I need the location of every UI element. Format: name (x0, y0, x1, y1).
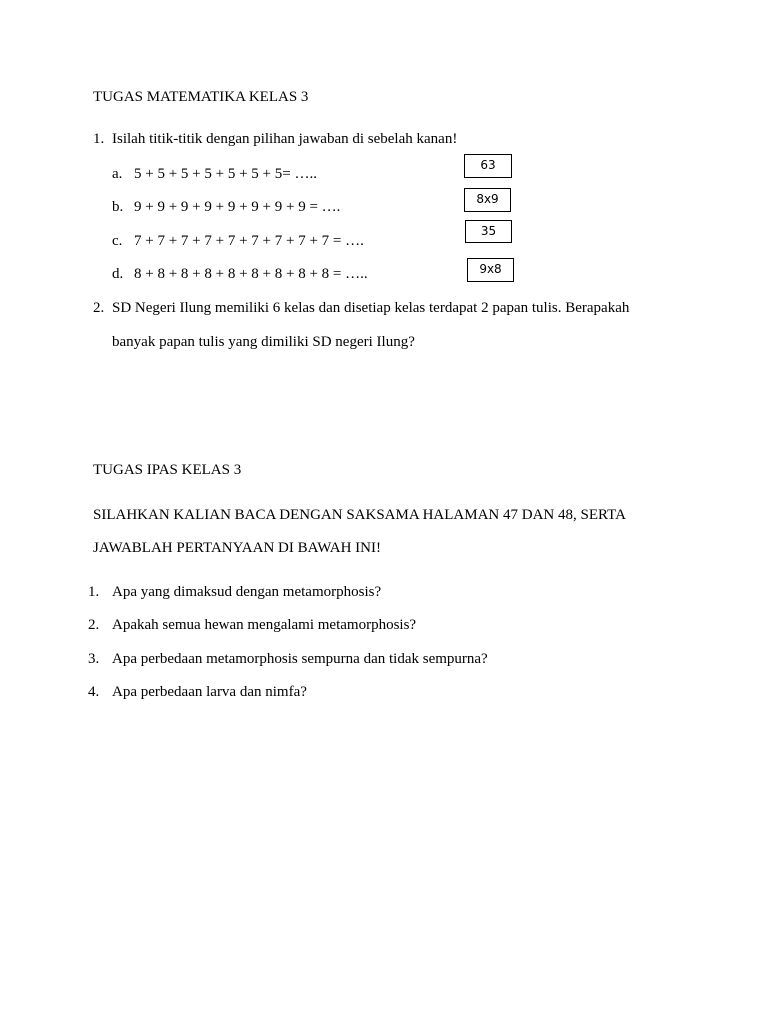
q1-item-c-expr: 7 + 7 + 7 + 7 + 7 + 7 + 7 + 7 + 7 = …. (134, 233, 364, 249)
ipas-instruction-line2: JAWABLAH PERTANYAAN DI BAWAH INI! (93, 540, 381, 556)
q1-item-c-letter: c. (112, 233, 123, 249)
q1-text: Isilah titik-titik dengan pilihan jawaban di sebelah kanan! (112, 131, 458, 147)
q2-text-line1: SD Negeri Ilung memiliki 6 kelas dan disetiap kelas terdapat 2 papan tulis. Berapakah (112, 300, 630, 316)
q1-item-d-expr: 8 + 8 + 8 + 8 + 8 + 8 + 8 + 8 + 8 = ….. (134, 266, 368, 282)
ipas-question-3-text: Apa perbedaan metamorphosis sempurna dan tidak sempurna? (112, 651, 488, 667)
ipas-question-1-number: 1. (88, 584, 100, 600)
answer-choice-box: 63 (464, 154, 512, 178)
q1-item-d-letter: d. (112, 266, 124, 282)
q1-item-a-letter: a. (112, 166, 123, 182)
answer-choice-box: 8x9 (464, 188, 511, 212)
ipas-question-4-text: Apa perbedaan larva dan nimfa? (112, 684, 307, 700)
math-title: TUGAS MATEMATIKA KELAS 3 (93, 89, 309, 105)
q2-number: 2. (93, 300, 105, 316)
ipas-question-2-number: 2. (88, 617, 100, 633)
ipas-question-4-number: 4. (88, 684, 100, 700)
q1-number: 1. (93, 131, 105, 147)
ipas-question-1-text: Apa yang dimaksud dengan metamorphosis? (112, 584, 382, 600)
q1-item-b-letter: b. (112, 199, 124, 215)
ipas-title: TUGAS IPAS KELAS 3 (93, 462, 242, 478)
ipas-instruction-line1: SILAHKAN KALIAN BACA DENGAN SAKSAMA HALAMAN 47 DAN 48, SERTA (93, 507, 626, 523)
q1-item-b-expr: 9 + 9 + 9 + 9 + 9 + 9 + 9 + 9 = …. (134, 199, 341, 215)
q1-item-a-expr: 5 + 5 + 5 + 5 + 5 + 5 + 5= ….. (134, 166, 317, 182)
answer-choice-box: 35 (465, 220, 512, 243)
q2-text-line2: banyak papan tulis yang dimiliki SD negeri Ilung? (112, 334, 415, 350)
answer-choice-box: 9x8 (467, 258, 514, 282)
ipas-question-2-text: Apakah semua hewan mengalami metamorphosis? (112, 617, 417, 633)
ipas-question-3-number: 3. (88, 651, 100, 667)
